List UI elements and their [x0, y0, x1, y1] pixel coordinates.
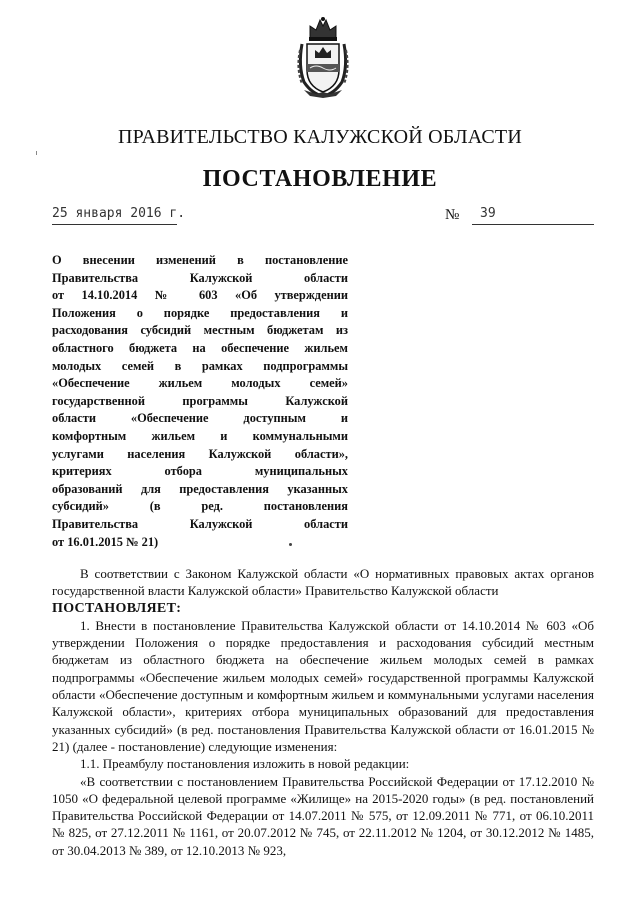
number-underline: [472, 224, 594, 225]
item-1-1-paragraph: 1.1. Преамбулу постановления изложить в новой редакции:: [80, 756, 410, 772]
coat-of-arms-icon: [296, 16, 350, 98]
date-underline: [52, 224, 177, 225]
subject-line: образований для предоставления указанных: [52, 481, 348, 496]
subject-line: Правительства Калужской области: [52, 270, 348, 285]
subject-line: расходования субсидий местным бюджетам из: [52, 323, 348, 338]
decree-title: ПОСТАНОВЛЕНИЕ: [202, 166, 438, 192]
subject-line: государственной программы Калужской: [52, 393, 348, 408]
subject-line: «Обеспечение жильем молодых семей»: [52, 376, 348, 391]
quote-paragraph: «В соответствии с постановлением Правительства Российской Федерации от 17.12.2010 № 1050 «О федеральной целевой программе «Жилище» на 2015-2020 годы» (в ред. постановлений Правительства Российской Федерации от 14.07.2011 № 575, от 12.09.2011 № 771, от 06.10.2011 № 825, от 27.12.2011 № 1161, от 20.07.2012 № 745, от 22.11.2012 № 1204, от 30.12.2012 № 1485, от 30.04.2013 № 389, от 12.10.2013 № 923,: [52, 773, 594, 858]
subject-line: от 16.01.2015 № 21): [52, 534, 159, 549]
subject-line: молодых семей в рамках подпрограммы: [52, 358, 348, 373]
scan-mark: [36, 151, 37, 155]
subject-line: области «Обеспечение доступным и: [52, 411, 348, 426]
government-title: ПРАВИТЕЛЬСТВО КАЛУЖСКОЙ ОБЛАСТИ: [118, 126, 522, 148]
subject-line: от 14.10.2014 № 603 «Об утверждении: [52, 288, 348, 303]
subject-line: критериях отбора муниципальных: [52, 464, 348, 479]
number-sign: №: [445, 207, 460, 223]
subject-line: комфортным жильем и коммунальными: [52, 428, 348, 443]
decree-subject: [52, 252, 348, 551]
item-1-paragraph: 1. Внести в постановление Правительства Калужской области от 14.10.2014 № 603 «Об утверждении Положения о порядке предоставления и расходования субсидий местным бюджетам из областного бюджета на обеспечение жильем молодых семей в рамках подпрограммы «Обеспечение жильем молодых семей» государственной программы Калужской области «Обеспечение доступным и комфортным жильем и коммунальными услугами населения Калужской области», критериях отбора муниципальных образований для предоставления указанных субсидий» (в ред. постановления Правительства Калужской области от 16.01.2015 № 21) (далее - постановление) следующие изменения:: [52, 617, 594, 754]
subject-line: О внесении изменений в постановление: [52, 253, 348, 267]
subject-line: областного бюджета на обеспечение жильем: [52, 340, 348, 355]
decree-body: [52, 565, 594, 859]
subject-line: Правительства Калужской области: [52, 516, 348, 531]
subject-line: субсидий» (в ред. постановления: [52, 499, 348, 514]
scan-speck: [289, 543, 292, 546]
subject-line: Положения о порядке предоставления и: [52, 305, 348, 320]
decree-number: 39: [480, 206, 496, 221]
subject-line: услугами населения Калужской области»,: [52, 446, 348, 461]
preamble-paragraph: В соответствии с Законом Калужской области «О нормативных правовых актах органов государственной власти Калужской области» Правительство Калужской области: [52, 566, 594, 599]
decree-date: 25 января 2016 г.: [52, 206, 186, 221]
resolves-heading: ПОСТАНОВЛЯЕТ:: [52, 600, 182, 616]
